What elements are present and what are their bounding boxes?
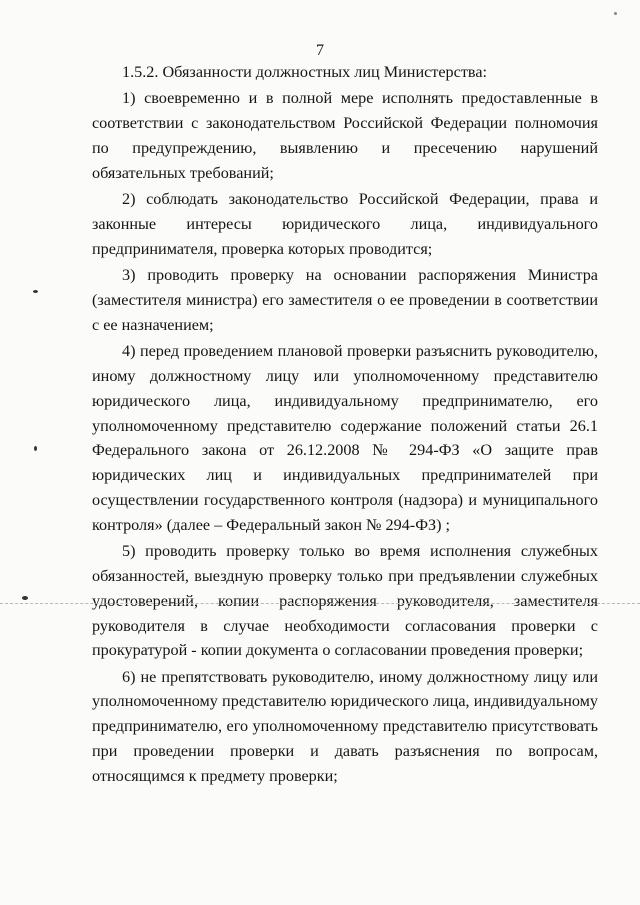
scan-artifact-line [0, 603, 640, 604]
paragraph-item-3: 3) проводить проверку на основании распоряжения Министра (заместителя министра) его заместителя о ее проведении в соответствии с ее назначением; [92, 266, 598, 334]
page-number: 7 [316, 42, 324, 59]
scan-speck [34, 446, 37, 451]
paragraph-item-5: 5) проводить проверку только во время исполнения служебных обязанностей, выездную проверку только при предъявлении служебных удостоверений, копии распоряжения руководителя, заместителя руководителя в случае необходимости согласования проверки с прокуратурой - копии документа о согласовании проведения проверки; [92, 542, 598, 660]
scan-speck [22, 596, 28, 600]
paragraph-item-1: 1) своевременно и в полной мере исполнять предоставленные в соответствии с законодательством Российской Федерации полномочия по предупреждению, выявлению и пресечению нарушений обязательных требований; [92, 89, 598, 182]
section-heading: 1.5.2. Обязанности должностных лиц Министерства: [122, 63, 488, 81]
paragraph-item-6: 6) не препятствовать руководителю, иному должностному лицу или уполномоченному представителю юридического лица, индивидуальному предпринимателю, его уполномоченному представителю присутствовать при проведении проверки и давать разъяснения по вопросам, относящимся к предмету проверки; [92, 667, 598, 785]
scan-speck [33, 290, 38, 293]
paragraph-item-2: 2) соблюдать законодательство Российской Федерации, права и законные интересы юридического лица, индивидуального предпринимателя, проверка которых проводится; [92, 190, 598, 258]
scan-speck [614, 12, 617, 15]
document-body [92, 60, 598, 790]
paragraph-item-4: 4) перед проведением плановой проверки разъяснить руководителю, иному должностному лицу или уполномоченному представителю юридического лица, индивидуальному предпринимателю, его уполномоченному представителю содержание положений статьи 26.1 Федерального закона от 26.12.2008 № 294-ФЗ «О защите прав юридических лиц и индивидуальных предпринимателей при осуществлении государственного контроля (надзора) и муниципального контроля» (далее – Федеральный закон № 294-ФЗ) ; [92, 342, 598, 534]
